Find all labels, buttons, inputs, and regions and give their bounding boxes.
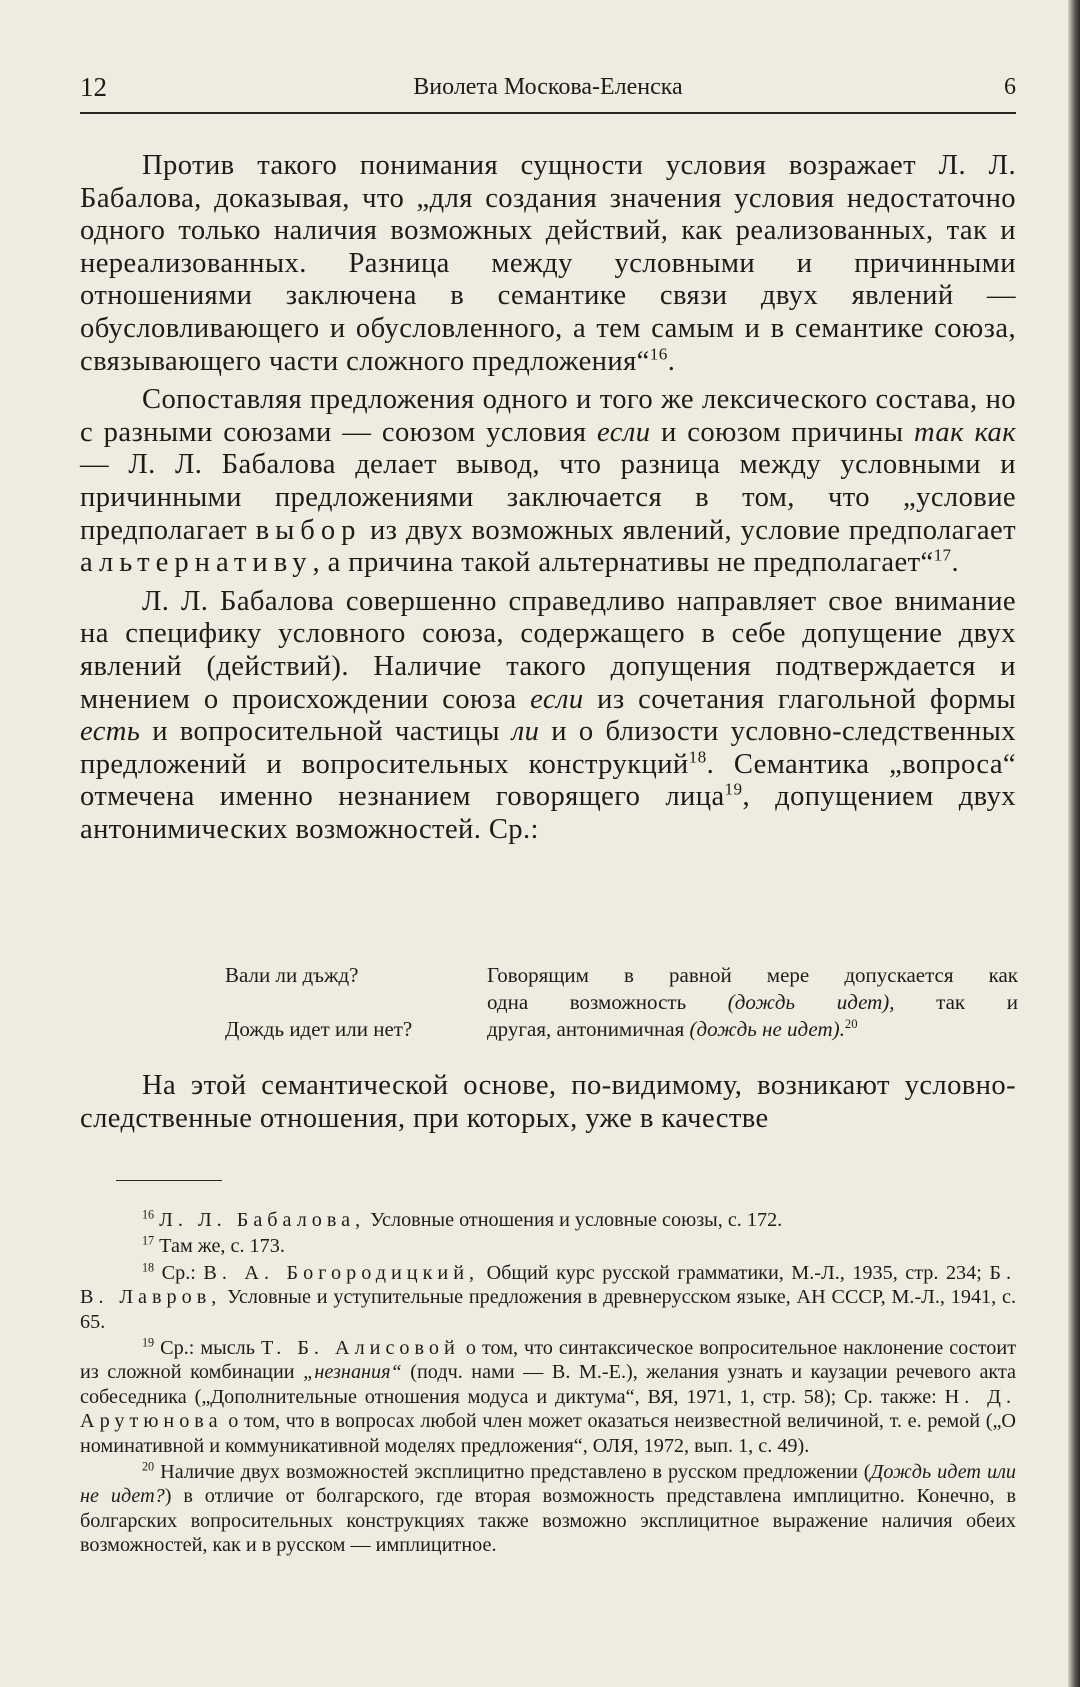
footnote-19-number: 19 bbox=[142, 1335, 155, 1350]
paragraph-1-text: Против такого понимания сущности условия возражает Л. Л. Бабалова, доказывая, что „для создания значения условия недостаточно одного только наличия возможных действий, как реализованных, так и нереализованных. Разница между условными и причинными отношениями заключена в семантике связи двух явлений — обусловливающего и обусловленного, а тем самым и в семантике союза, связывающего части сложного предложения“ bbox=[80, 150, 1016, 377]
example-explanation-line-2 bbox=[487, 989, 1018, 1016]
footnote-18-author-2: Б. В. Лавров, bbox=[80, 1261, 1017, 1309]
running-header bbox=[80, 72, 1016, 112]
footnote-20-number: 20 bbox=[142, 1459, 155, 1474]
p3-text-a: Л. Л. Бабалова совершенно справедливо направляет свое внимание на специфику условного союза, содержащего в себе допущение двух явлений (действий). Наличие такого допущения подтверждается и мнением о происхождении союза bbox=[80, 585, 1016, 715]
example-question-bg: Вали ли дъжд? bbox=[225, 963, 359, 987]
footnote-ref-19: 19 bbox=[724, 779, 743, 799]
p2-spaced-alternativu: альтернативу bbox=[80, 547, 313, 579]
section-number: 6 bbox=[1004, 74, 1016, 100]
footnote-19-text-d: о том, что в вопросах любой член может оказаться неизвестной величиной, т. е. ремой („О номинативной и коммуникативной моделях предложения“, ОЛЯ, 1972, вып. 1, с. 49). bbox=[80, 1410, 1016, 1457]
example-row-2 bbox=[225, 989, 1018, 1016]
footnote-20-text-a: Наличие двух возможностей эксплицитно представлено в русском предложении ( bbox=[160, 1461, 871, 1484]
p2-emph-tak-kak: так как bbox=[914, 416, 1016, 448]
p2-text-c: — Л. Л. Бабалова делает вывод, что разница между условными и причинными предложениями заключается в том, что „условие предполагает bbox=[80, 449, 1016, 546]
paragraph-1: Против такого понимания сущности условия возражает Л. Л. Бабалова, доказывая, что „для создания значения условия недостаточно одного только наличия возможных действий, как реализованных, так и нереализованных. Разница между условными и причинными отношениями заключена в семантике связи двух явлений — обусловливающего и обусловленного, а тем самым и в семантике союза, связывающего части сложного предложения“$^{16}$. bbox=[80, 150, 1016, 377]
footnote-19-author-2: Н. Д. Арутюнова bbox=[80, 1385, 1016, 1433]
paragraph-2: Сопоставляя предложения одного и того же лексического состава, но с разными союзами — союзом условия если и союзом причины так как — Л. Л. Бабалова делает вывод, что разница между условными и причинными предложениями заключается в том, что „условие предполагает выбор из двух возможных явлений, условие предполагает альтернативу, а причина такой альтернативы не предполагает“$^{17}$. bbox=[80, 384, 1016, 579]
p2-text-e: , а причина такой альтернативы не предполагает“ bbox=[312, 547, 934, 579]
p3-emph-li: ли bbox=[511, 716, 540, 748]
closing-paragraph bbox=[80, 1070, 1016, 1135]
footnote-17 bbox=[80, 1234, 1016, 1258]
p3-text-f: , допущением двух антонимических возможностей. Ср.: bbox=[80, 781, 1016, 845]
main-text bbox=[80, 150, 1016, 852]
footnote-18-author-1: В. А. Богородицкий, bbox=[203, 1261, 480, 1284]
footnote-17-text: Там же, с. 173. bbox=[159, 1235, 285, 1258]
p2-text-a: Сопоставляя предложения одного и того же лексического состава, но с разными союзами — союзом условия bbox=[80, 384, 1016, 448]
footnote-20-text-b: ) в отличие от болгарского, где вторая возможность представлена имплицитно. Конечно, в болгарских вопросительных конструкциях также возможно эксплицитное выражение наличия обеих возможностей, как и в русском — имплицитное. bbox=[80, 1485, 1016, 1557]
footnote-19-text-a: Ср.: мысль bbox=[160, 1337, 261, 1360]
example-explanation-line-3 bbox=[487, 1016, 1018, 1043]
footnote-ref-17: 17 bbox=[933, 545, 952, 565]
p3-emph-est: есть bbox=[80, 716, 141, 748]
p3-text-d: и о близости условно-следственных предложений и вопросительных конструкций bbox=[80, 716, 1016, 780]
footnote-19-text-b: о том, что синтаксическое вопросительное наклонение состоит из сложной комбинации bbox=[80, 1337, 1017, 1384]
footnote-18-text-b: Общий курс русской грамматики, М.-Л., 1935, стр. 234; bbox=[479, 1261, 990, 1284]
footnote-20 bbox=[80, 1460, 1016, 1558]
example-row-3 bbox=[225, 1016, 1018, 1043]
p3-text-b: из сочетания глагольной формы bbox=[583, 683, 1016, 715]
p3-text-e: . Семантика „вопроса“ отмечена именно незнанием говорящего лица bbox=[80, 748, 1017, 813]
footnote-16-number: 16 bbox=[142, 1207, 155, 1222]
footnote-19-author-1: Т. Б. Алисовой bbox=[260, 1337, 460, 1360]
footnote-rule bbox=[116, 1180, 222, 1181]
footnote-17-number: 17 bbox=[142, 1233, 155, 1248]
footnotes bbox=[80, 1208, 1016, 1560]
example-line3-emph: (дождь не идет). bbox=[689, 1017, 845, 1041]
p3-text-c: и вопросительной частицы bbox=[140, 716, 512, 748]
example-question-ru: Дождь идет или нет? bbox=[225, 1017, 413, 1041]
footnote-18 bbox=[80, 1261, 1016, 1334]
footnote-19-text-c: (подч. нами — В. М.-Е.), желания узнать и каузации речевого акта собеседника („Дополнительные отношения модуса и диктума“, ВЯ, 1971, 1, стр. 58); Ср. также: bbox=[80, 1361, 1016, 1408]
footnote-ref-18: 18 bbox=[688, 747, 707, 767]
p2-text-d: из двух возможных явлений, условие предполагает bbox=[361, 514, 1016, 546]
example-row-1 bbox=[225, 962, 1018, 989]
closing-text: На этой семантической основе, по-видимому, возникают условно-следственные отношения, при которых, уже в качестве bbox=[80, 1070, 1016, 1134]
example-line3-text: другая, антонимичная bbox=[487, 1017, 690, 1041]
footnote-16-author: Л. Л. Бабалова, bbox=[159, 1209, 366, 1231]
footnote-ref-16: 16 bbox=[649, 344, 668, 364]
p2-emph-esli: если bbox=[597, 416, 651, 448]
footnote-16-text: Условные отношения и условные союзы, с. 172. bbox=[365, 1209, 783, 1231]
page-number: 12 bbox=[80, 72, 107, 102]
page-edge-shadow bbox=[1068, 0, 1080, 1687]
running-title: Виолета Москова-Еленска bbox=[413, 74, 683, 100]
footnote-20-emph: Дождь идет или не идет? bbox=[80, 1461, 1016, 1508]
example-line2-emph: (дождь идет), bbox=[727, 990, 895, 1014]
example-explanation-line-1: Говорящим в равной мере допускается как bbox=[487, 963, 1018, 987]
example-line2-tail: так и bbox=[894, 990, 1018, 1014]
footnote-18-number: 18 bbox=[142, 1260, 155, 1275]
p2-text-b: и союзом причины bbox=[650, 416, 915, 448]
footnote-19-emph: „незнания“ bbox=[303, 1361, 402, 1384]
p2-spaced-vybor: выбор bbox=[255, 514, 362, 546]
footnote-19 bbox=[80, 1336, 1016, 1458]
paragraph-3 bbox=[80, 586, 1016, 847]
header-rule bbox=[80, 112, 1016, 114]
example-line2-text: одна возможность bbox=[487, 990, 728, 1014]
footnote-16 bbox=[80, 1208, 1016, 1232]
p3-emph-esli: если bbox=[530, 683, 584, 715]
example-block bbox=[225, 962, 1018, 1043]
footnote-ref-20: 20 bbox=[844, 1017, 858, 1031]
footnote-18-text-c: Условные и уступительные предложения в древнерусском языке, АН СССР, М.-Л., 1941, с. 65. bbox=[80, 1286, 1016, 1333]
footnote-18-text-a: Ср.: bbox=[161, 1261, 204, 1284]
